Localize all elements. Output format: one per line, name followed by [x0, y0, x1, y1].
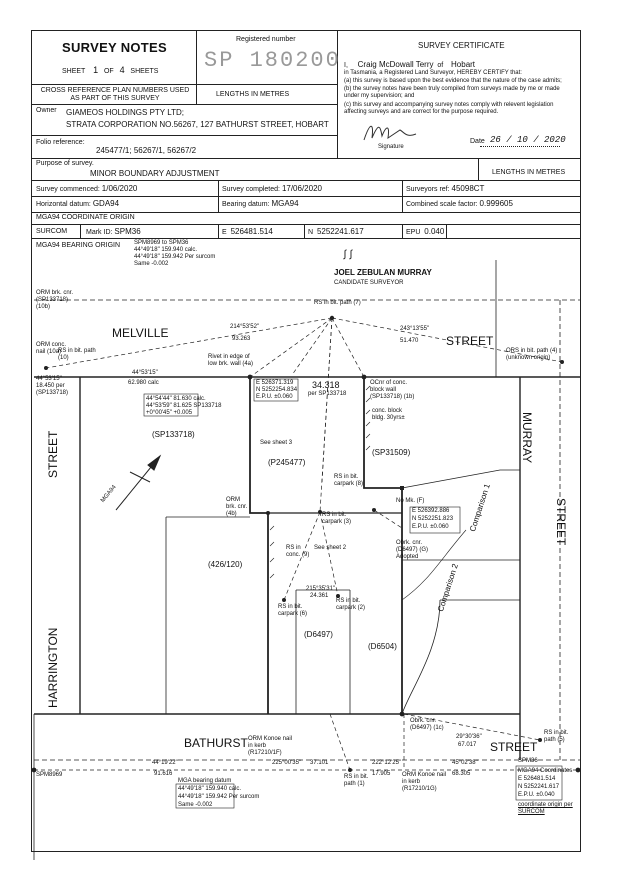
lot-p245477: (P245477)	[268, 458, 306, 467]
owner-line-1: GIAMEOS HOLDINGS PTY LTD;	[66, 108, 184, 117]
owner-label: Owner	[36, 107, 57, 114]
street-melville: MELVILLE	[112, 326, 169, 340]
no-mk-f: No Mk. (F)	[396, 498, 425, 504]
orm-conc-nail: ORM conc. nail (10a)	[36, 342, 67, 355]
spm36: SPM36	[518, 758, 538, 764]
survey-completed: Survey completed: 17/06/2020	[222, 184, 322, 193]
lot-sp133718: (SP133718)	[152, 430, 195, 439]
street-melville-street: STREET	[446, 334, 494, 348]
dist-62980: 62.980 calc	[128, 380, 159, 386]
candidate-signature: ∫∫	[342, 250, 355, 261]
mark-id: Mark ID: SPM36	[86, 227, 141, 236]
certificate-item-a: (a) this survey is based upon the best evidence that the nature of the case admits;	[344, 78, 562, 84]
bearing-origin-label: MGA94 BEARING ORIGIN	[36, 242, 121, 249]
purpose-label: Purpose of survey.	[36, 160, 94, 167]
certificate-item-c: (c) this survey and accompanying survey notes comply with relevent legislation affecting surveys and are correct for the purpose required.	[344, 102, 554, 115]
see-sheet-2: See sheet 2	[314, 545, 347, 551]
survey-commenced: Survey commenced: 1/06/2020	[36, 184, 138, 193]
certificate-item-b: (b) the survey notes have been truly compiled from surveys made by me or made under my supervision; and	[344, 86, 560, 99]
dist-91616: 91.616	[154, 771, 173, 777]
bearing-note-1: SPM8969 to SPM36	[134, 240, 189, 246]
bottom-bearing-2: 44°49'18" 159.940 calc.	[178, 786, 242, 792]
parcel-boundary-west	[250, 377, 268, 714]
date-value: 26 / 10 / 2020	[490, 135, 566, 145]
purpose-value: MINOR BOUNDARY ADJUSTMENT	[90, 169, 220, 178]
brg-44-53-15: 44°53'15"	[132, 370, 158, 376]
rs-bit-path-7: RS in bit. path (7)	[314, 300, 361, 306]
street-harrington: HARRINGTON	[46, 627, 60, 708]
street-left: STREET	[46, 430, 60, 478]
cross-reference-label: CROSS REFERENCE PLAN NUMBERS USED AS PART OF THIS SURVEY	[40, 87, 190, 102]
north-label: MGA94	[100, 484, 118, 504]
coord-box-2-e: E 526392.886	[412, 508, 450, 514]
rs-bit-path-10: RS in bit. path (10)	[58, 348, 96, 361]
orm-konoe-left: ORM Konoe nail in kerb (R17210/1F)	[248, 736, 293, 756]
brg-215: 215°35'31"	[306, 586, 336, 592]
origin-epu: EPU 0.040	[406, 227, 445, 236]
north-arrow	[116, 456, 160, 510]
left-calc-2: 44°53'59" 81.625 SP133718	[146, 403, 222, 409]
folio-label: Folio reference:	[36, 139, 85, 146]
lengths-label: LENGTHS IN METRES	[216, 91, 290, 98]
spm36-n: N 5252241.617	[518, 784, 560, 790]
details-lengths-label: LENGTHS IN METRES	[492, 169, 566, 176]
lot-d6504: (D6504)	[368, 642, 397, 651]
brg-222: 222°12'25"	[372, 760, 402, 766]
sp31509-boundary	[402, 470, 520, 488]
brg-44-19-22: 44°19'22"	[152, 760, 178, 766]
coord-box-2-epu: E.P.U. ±0.060	[412, 524, 449, 530]
certificate-line-2: in Tasmania, a Registered Land Surveyor, HEREBY CERTIFY that:	[344, 70, 522, 76]
dist-93263: 93.263	[232, 336, 251, 342]
brg-214: 214°53'52"	[230, 324, 260, 330]
sheet-title: SURVEY NOTES	[62, 40, 167, 55]
surcom-label: SURCOM	[36, 228, 68, 235]
rs-carpark-8: RS in bit. carpark (8)	[334, 474, 364, 487]
radiation-lines	[34, 318, 578, 770]
origin-easting: E 526481.514	[222, 227, 273, 236]
brg-29-30: 29°30'36"	[456, 734, 482, 740]
horizontal-datum: Horizontal datum: GDA94	[36, 199, 120, 208]
comparison-1: Comparison 1	[468, 482, 492, 533]
spm36-epu: E.P.U. ±0.040	[518, 792, 555, 798]
bearing-note-4: Same -0.002	[134, 261, 169, 267]
rs-bit-path-4: ORS in bit. path (4) (unknown origin)	[506, 348, 558, 361]
origin-northing: N 5252241.617	[308, 227, 364, 236]
folio-value: 245477/1; 56267/1, 56267/2	[96, 146, 197, 155]
surveyors-ref: Surveyors ref: 45098CT	[406, 184, 485, 193]
street-bathurst: BATHURST	[184, 736, 248, 750]
lot-d6497: (D6497)	[304, 630, 333, 639]
left-dist: 18.450 per (SP133718)	[36, 383, 69, 396]
coordinate-origin-label: MGA94 COORDINATE ORIGIN	[36, 214, 135, 221]
brg-45-02: 45°02'38"	[452, 760, 478, 766]
conc-block-bldg: conc. block bldg. 30yrs±	[372, 408, 405, 421]
bottom-bearing-1: MGA bearing datum	[178, 778, 232, 784]
orm-brk-cnr: ORM brk. cnr. (SP133718) (10b)	[36, 290, 74, 310]
obrk-cnr-1c: Obrk. cnr. (D6497) (1c)	[410, 718, 444, 731]
rivet-note: Rivet in edge of low brk. wall (4a)	[208, 354, 254, 367]
bearing-datum: Bearing datum: MGA94	[222, 199, 299, 208]
dist-37101: 37.101	[310, 760, 329, 766]
orm-konoe-right: ORM Konoe nail in kerb (R17210/1G)	[402, 772, 447, 792]
registered-number-label: Registered number	[236, 36, 296, 43]
lot-426-120: (426/120)	[208, 560, 243, 569]
spm8969: SPM8969	[36, 772, 63, 778]
see-sheet-3: See sheet 3	[260, 440, 293, 446]
dist-67017: 67.017	[458, 742, 477, 748]
rs-carpark-2: RS in bit. carpark (2)	[336, 598, 366, 611]
dist-51470: 51.470	[400, 338, 419, 344]
sheet-counter: SHEET 1 OF 4 SHEETS	[62, 65, 159, 75]
rs-conc-9: RS in conc. (9)	[286, 545, 310, 558]
per-sp133718: per SP133718	[308, 391, 347, 397]
lot-sp31509: (SP31509)	[372, 448, 411, 457]
candidate-title: CANDIDATE SURVEYOR	[334, 280, 404, 286]
bottom-bearing-3: 44°49'18" 159.942 Per surcom	[178, 794, 260, 800]
registered-number-stamp: SP 180200	[204, 48, 341, 73]
comparison-2: Comparison 2	[436, 562, 460, 613]
dist-34318: 34.318	[312, 380, 340, 390]
brg-243: 243°13'55"	[400, 326, 430, 332]
coord-origin-per: coordinate origin per SURCOM	[518, 802, 573, 815]
bearing-note-3: 44°49'18" 159.942 Per surcom	[134, 254, 216, 260]
left-calc-3: +0°00'45" +0.005	[146, 410, 193, 416]
certificate-title: SURVEY CERTIFICATE	[418, 41, 505, 50]
rs-carpark-3: RS in bit. carpark (3)	[322, 512, 352, 525]
owner-line-2: STRATA CORPORATION NO.56267, 127 BATHURST STREET, HOBART	[66, 120, 329, 129]
signature-label: Signature	[378, 144, 404, 150]
ocnr-block-wall: OCnr of conc. block wall (SP133718) (1b)	[370, 380, 415, 400]
spm36-e: E 526481.514	[518, 776, 556, 782]
scale-factor: Combined scale factor: 0.999605	[406, 199, 513, 208]
date-label: Date	[470, 138, 485, 145]
spm36-coords-label: MGA94 Coordinates	[518, 768, 573, 774]
dist-17905: 17.905	[372, 771, 391, 777]
dist-68305: 68.305	[452, 771, 471, 777]
rs-bit-path-1: RS in bit. path (1)	[344, 774, 369, 787]
orm-brk-cnr-4b: ORM brk. cnr. (4b)	[226, 497, 248, 517]
candidate-name: JOEL ZEBULAN MURRAY	[334, 268, 432, 277]
coord-box-1-epu: E.P.U. ±0.060	[256, 394, 293, 400]
comparison-leader	[402, 600, 440, 714]
street-bathurst-street: STREET	[490, 740, 538, 754]
left-brg: 44°53'15"	[36, 376, 62, 382]
rs-bit-path-5: RS in bit. path (5)	[544, 730, 569, 743]
bottom-bearing-4: Same -0.002	[178, 802, 213, 808]
coord-box-1-e: E 526371.319	[256, 380, 294, 386]
brg-225: 225°00'35"	[272, 760, 302, 766]
coord-box-2-n: N 5252251.823	[412, 516, 454, 522]
street-murray-street: STREET	[554, 498, 568, 546]
left-calc-1: 44°54'44" 81.630 calc.	[146, 396, 206, 402]
certificate-surveyor-line: I, Craig McDowall Terry of Hobart	[344, 60, 476, 69]
obrk-cnr-6497: Obrk. cnr. (D6497) (G) Adopted	[396, 540, 429, 560]
bearing-note-2: 44°49'18" 159.940 calc.	[134, 247, 198, 253]
rs-carpark-6: RS in bit. carpark (6)	[278, 604, 308, 617]
street-murray: MURRAY	[520, 412, 534, 464]
coord-box-1-n: N 5252254.834	[256, 387, 298, 393]
dist-24361: 24.361	[310, 593, 329, 599]
